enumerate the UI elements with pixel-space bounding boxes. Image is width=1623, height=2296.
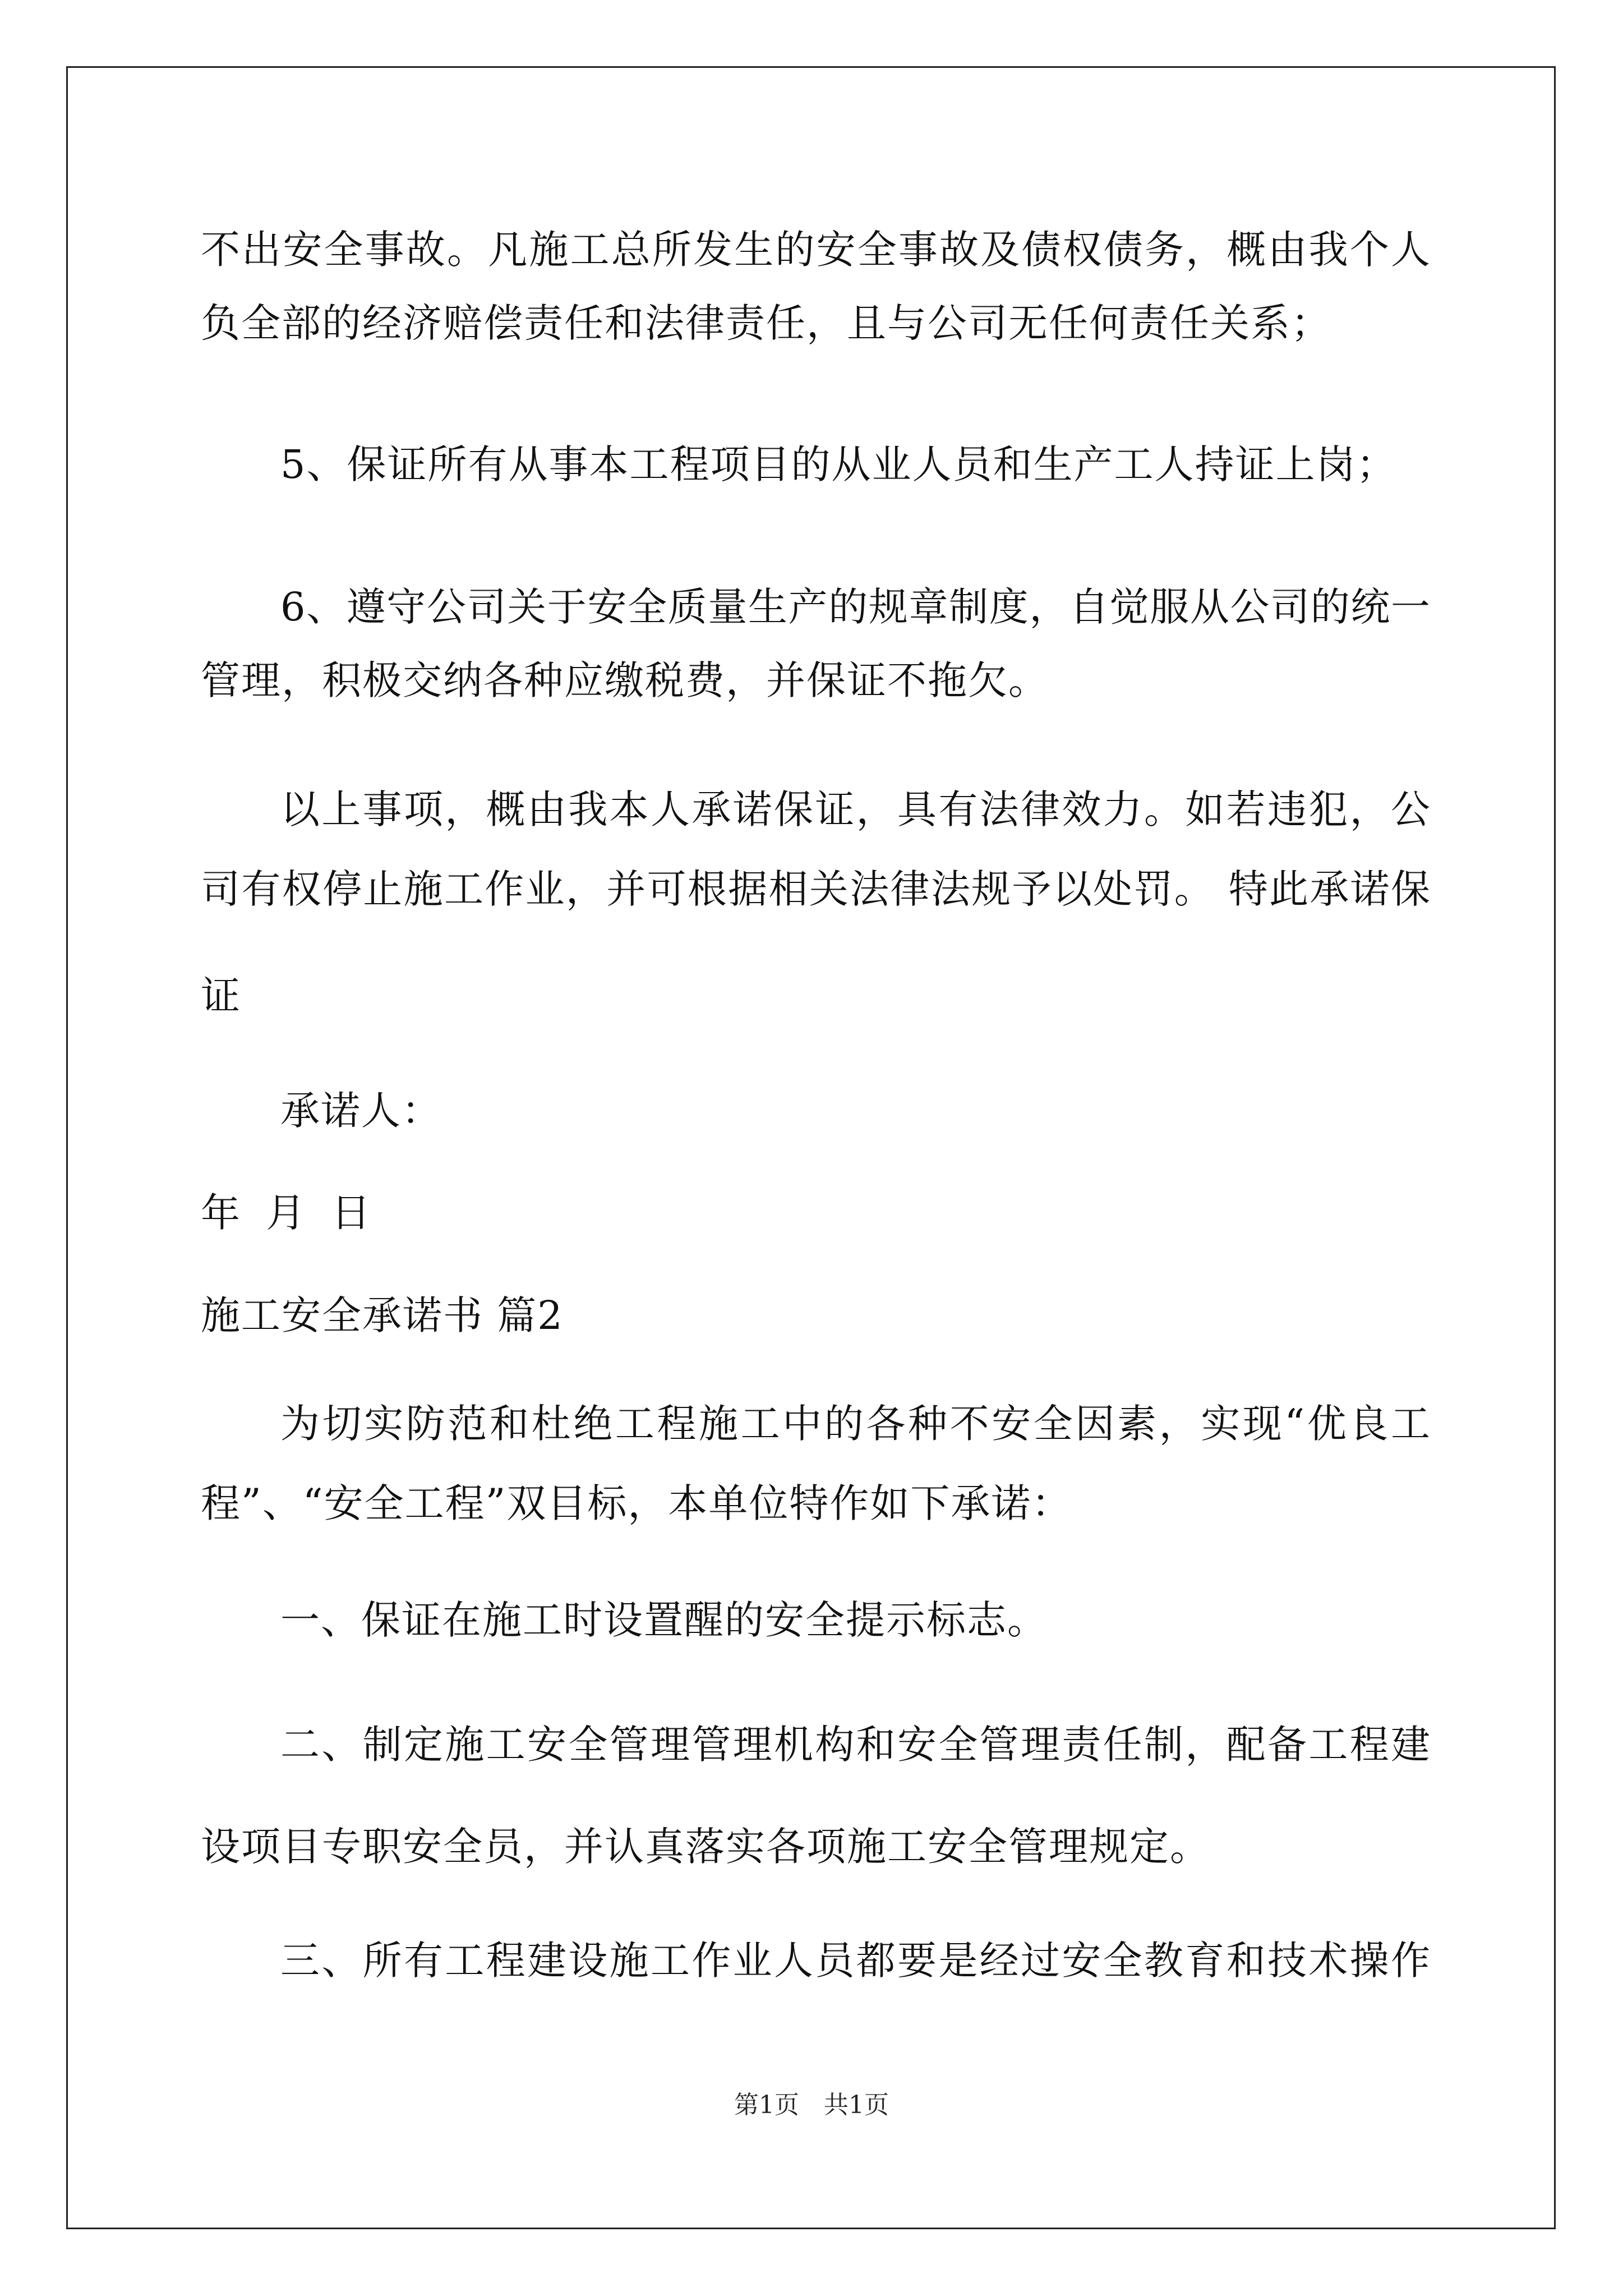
paragraph-line: 证 [201, 973, 241, 1019]
paragraph-line: 司有权停止施工作业，并可根据相关法律法规予以处罚。 特此承诺保 [201, 866, 1430, 912]
page-border [66, 66, 1556, 2229]
date-line: 年 月 日 [201, 1190, 372, 1236]
paragraph-line: 管理，积极交纳各种应缴税费，并保证不拖欠。 [201, 657, 1049, 703]
list-item-5: 5、保证所有从事本工程项目的从业人员和生产工人持证上岗； [280, 441, 1397, 487]
paragraph-line: 程”、“安全工程”双目标，本单位特作如下承诺： [201, 1480, 1072, 1526]
page-footer: 第1页 共1页 [734, 2091, 889, 2119]
list-item-1: 一、保证在施工时设置醒的安全提示标志。 [280, 1597, 1048, 1643]
section-heading: 施工安全承诺书 篇2 [201, 1292, 564, 1338]
paragraph-line: 设项目专职安全员，并认真落实各项施工安全管理规定。 [201, 1824, 1210, 1870]
paragraph-line: 为切实防范和杜绝工程施工中的各种不安全因素，实现“优良工 [280, 1401, 1430, 1447]
list-item-2: 二、制定施工安全管理管理机构和安全管理责任制，配备工程建 [280, 1722, 1430, 1768]
list-item-6: 6、遵守公司关于安全质量生产的规章制度，自觉服从公司的统一 [280, 584, 1430, 630]
signer-label: 承诺人： [280, 1088, 442, 1134]
paragraph-line: 负全部的经济赔偿责任和法律责任，且与公司无任何责任关系； [201, 300, 1331, 346]
paragraph-line: 以上事项，概由我本人承诺保证，具有法律效力。如若违犯，公 [280, 786, 1430, 832]
list-item-3: 三、所有工程建设施工作业人员都要是经过安全教育和技术操作 [280, 1938, 1430, 1984]
paragraph-line: 不出安全事故。凡施工总所发生的安全事故及债权债务，概由我个人 [201, 227, 1430, 273]
